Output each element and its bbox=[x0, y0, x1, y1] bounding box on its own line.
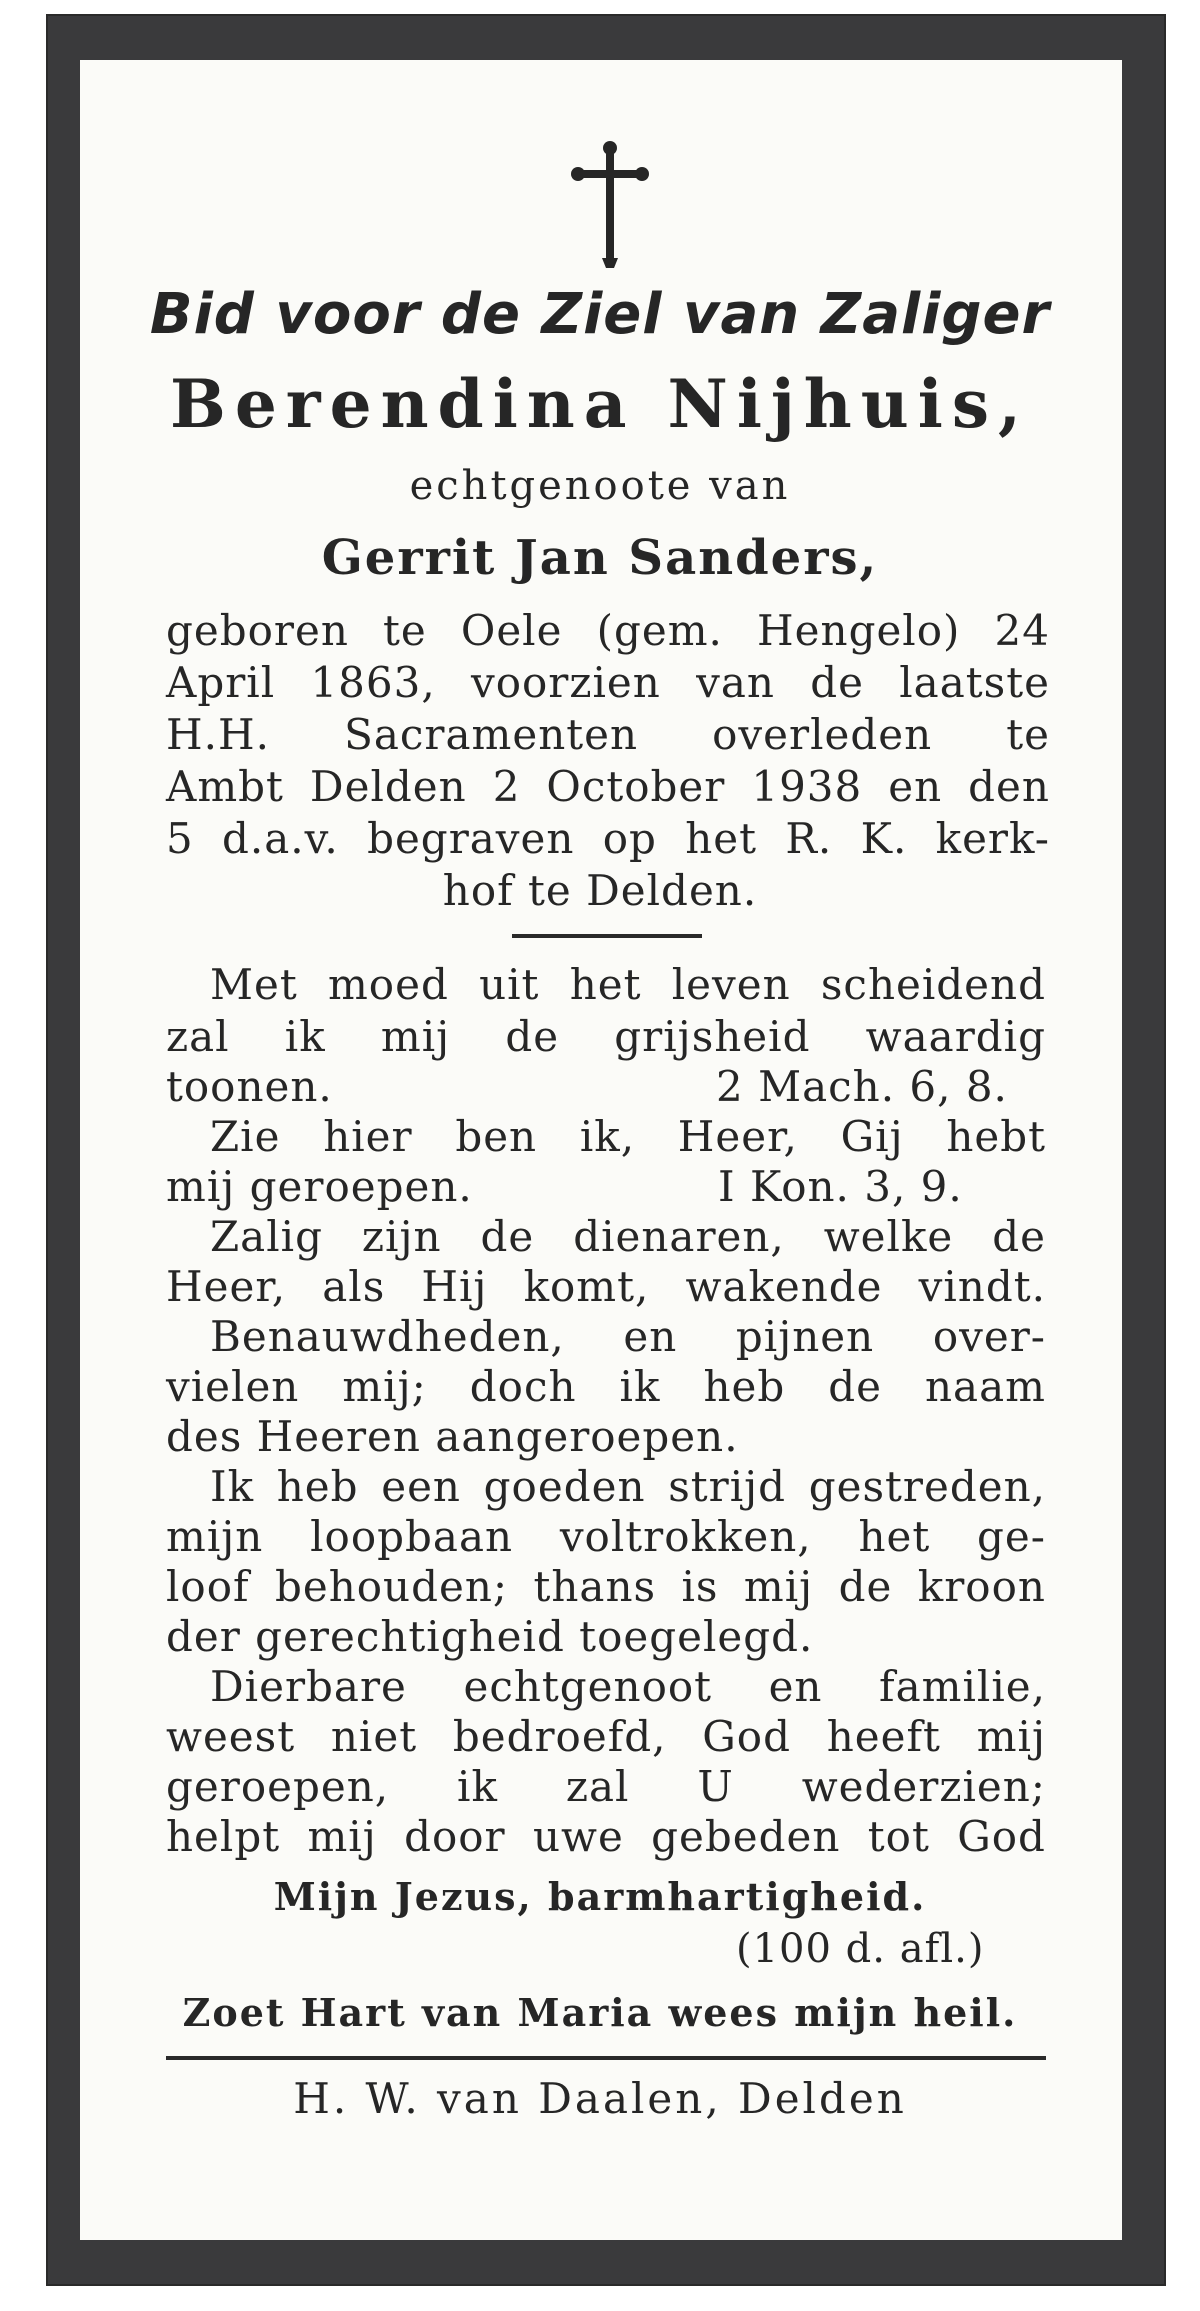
verse-line: toonen. bbox=[166, 1062, 333, 1111]
verse-line: Met moed uit het leven scheidend bbox=[210, 960, 1046, 1009]
relation-text: echtgenoote van bbox=[409, 463, 791, 509]
verse-line: zal ik mij de grijsheid waardig bbox=[166, 1012, 1046, 1061]
scripture-reference: I Kon. 3, 9. bbox=[718, 1162, 963, 1211]
verse-line: Heer, als Hij komt, wakende vindt. bbox=[166, 1262, 1046, 1311]
divider bbox=[512, 934, 702, 938]
verse-line: des Heeren aangeroepen. bbox=[166, 1412, 739, 1461]
verse-line: Ik heb een goeden strijd gestreden, bbox=[210, 1462, 1046, 1511]
verse-line: der gerechtigheid toegelegd. bbox=[166, 1612, 814, 1661]
verse-line: Benauwdheden, en pijnen over- bbox=[210, 1312, 1046, 1361]
printer-credit: H. W. van Daalen, Delden bbox=[293, 2074, 907, 2123]
verse-line: helpt mij door uwe gebeden tot God bbox=[166, 1812, 1046, 1861]
verse-line: vielen mij; doch ik heb de naam bbox=[166, 1362, 1046, 1411]
verse-line: geroepen, ik zal U wederzien; bbox=[166, 1762, 1046, 1811]
bio-line: April 1863, voorzien van de laatste bbox=[166, 658, 1050, 707]
verse-line: mijn loopbaan voltrokken, het ge- bbox=[166, 1512, 1046, 1561]
verse-line: Dierbare echtgenoot en familie, bbox=[210, 1662, 1046, 1711]
verse-line: loof behouden; thans is mij de kroon bbox=[166, 1562, 1046, 1611]
heading: Bid voor de Ziel van Zaliger bbox=[149, 282, 1051, 347]
bio-line: 5 d.a.v. begraven op het R. K. kerk- bbox=[166, 814, 1050, 863]
spouse-name: Gerrit Jan Sanders, bbox=[321, 530, 879, 586]
bio-line: Ambt Delden 2 October 1938 en den bbox=[166, 762, 1050, 811]
verse-line: Zie hier ben ik, Heer, Gij hebt bbox=[210, 1112, 1046, 1161]
prayer-mercy: Mijn Jezus, barmhartigheid. bbox=[273, 1874, 927, 1919]
verse-line: weest niet bedroefd, God heeft mij bbox=[166, 1712, 1046, 1761]
indulgence-note: (100 d. afl.) bbox=[736, 1926, 985, 1972]
verse-line: Zalig zijn de dienaren, welke de bbox=[210, 1212, 1046, 1261]
prayer-sacred-heart: Zoet Hart van Maria wees mijn heil. bbox=[182, 1990, 1018, 2035]
cross-icon bbox=[568, 140, 652, 268]
scripture-reference: 2 Mach. 6, 8. bbox=[716, 1062, 1008, 1111]
verse-line: mij geroepen. bbox=[166, 1162, 473, 1211]
bio-line-last: hof te Delden. bbox=[442, 866, 758, 915]
bio-line: geboren te Oele (gem. Hengelo) 24 bbox=[166, 606, 1050, 655]
bio-line: H.H. Sacramenten overleden te bbox=[166, 710, 1050, 759]
deceased-name: Berendina Nijhuis, bbox=[170, 365, 1030, 443]
footer-divider bbox=[166, 2056, 1046, 2060]
